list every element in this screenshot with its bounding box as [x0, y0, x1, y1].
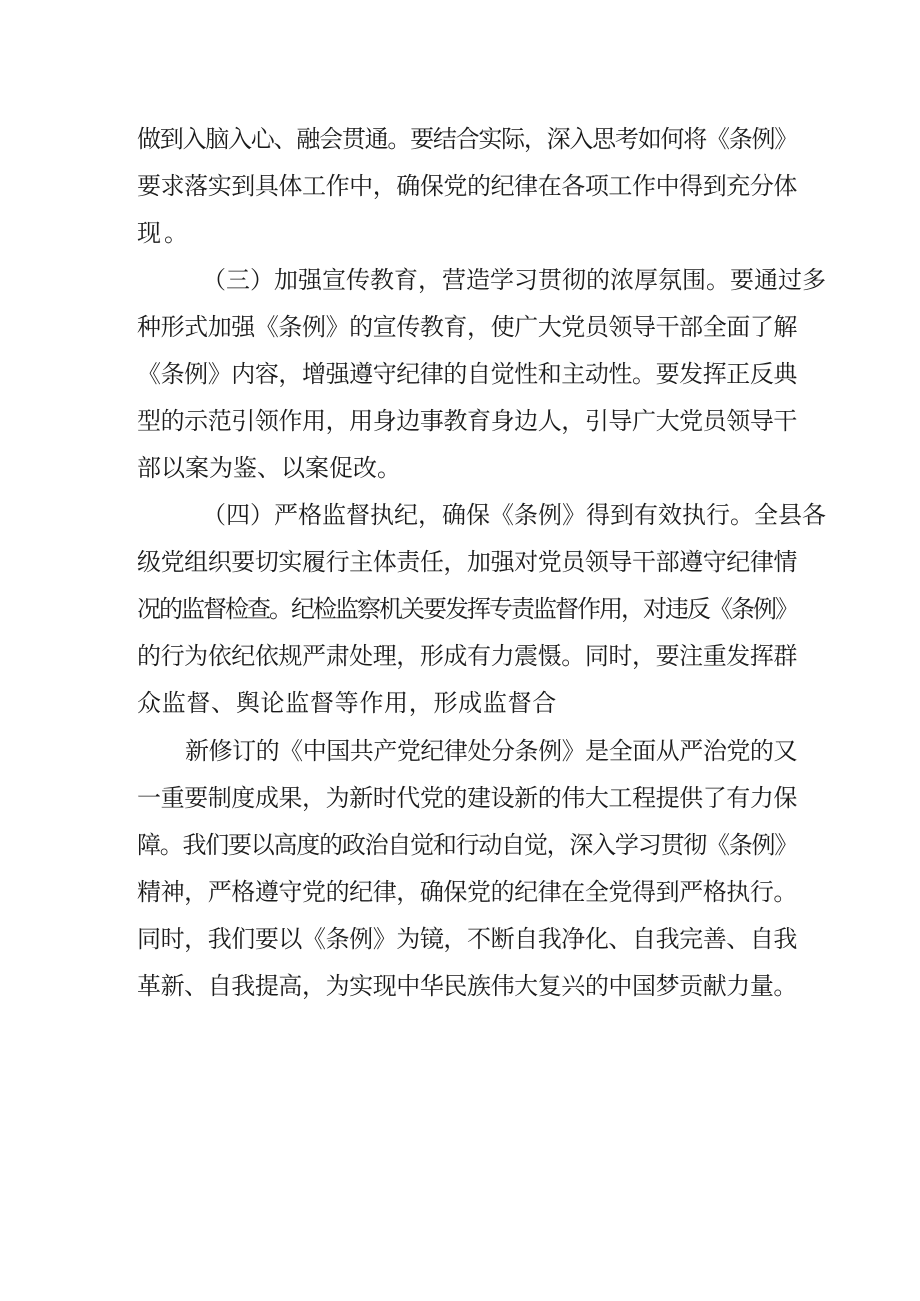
text-line: 众监督、舆论监督等作用，形成监督合	[137, 689, 557, 717]
text-line: 种形式加强《条例》的宣传教育，使广大党员领导干部全面了解	[137, 313, 797, 341]
text-line: 部以案为鉴、以案促改。	[137, 454, 401, 482]
text-line: 障。我们要以高度的政治自觉和行动自觉，深入学习贯彻《条例》	[137, 831, 797, 859]
text-line: 做到入脑入心、融会贯通。要结合实际，深入思考如何将《条例》	[137, 125, 797, 153]
text-line: （四）严格监督执纪，确保《条例》得到有效执行。全县各	[202, 501, 826, 529]
text-line: 现。	[137, 219, 191, 247]
text-line: 新修订的《中国共产党纪律处分条例》是全面从严治党的又	[185, 737, 797, 765]
text-line: 革新、自我提高，为实现中华民族伟大复兴的中国梦贡献力量。	[137, 972, 797, 1000]
text-line: 的行为依纪依规严肃处理，形成有力震慑。同时，要注重发挥群	[137, 642, 797, 670]
text-line: 况的监督检查。纪检监察机关要发挥专责监督作用，对违反《条例》	[137, 595, 797, 623]
text-line: 要求落实到具体工作中，确保党的纪律在各项工作中得到充分体	[137, 172, 797, 200]
text-line: 《条例》内容，增强遵守纪律的自觉性和主动性。要发挥正反典	[137, 360, 797, 388]
text-line: 级党组织要切实履行主体责任，加强对党员领导干部遵守纪律情	[137, 548, 797, 576]
text-line: 精神，严格遵守党的纪律，确保党的纪律在全党得到严格执行。	[137, 878, 797, 906]
text-line: 一重要制度成果，为新时代党的建设新的伟大工程提供了有力保	[137, 784, 797, 812]
text-line: （三）加强宣传教育，营造学习贯彻的浓厚氛围。要通过多	[202, 266, 826, 294]
text-line: 型的示范引领作用，用身边事教育身边人，引导广大党员领导干	[137, 407, 797, 435]
text-line: 同时，我们要以《条例》为镜，不断自我净化、自我完善、自我	[137, 925, 797, 953]
